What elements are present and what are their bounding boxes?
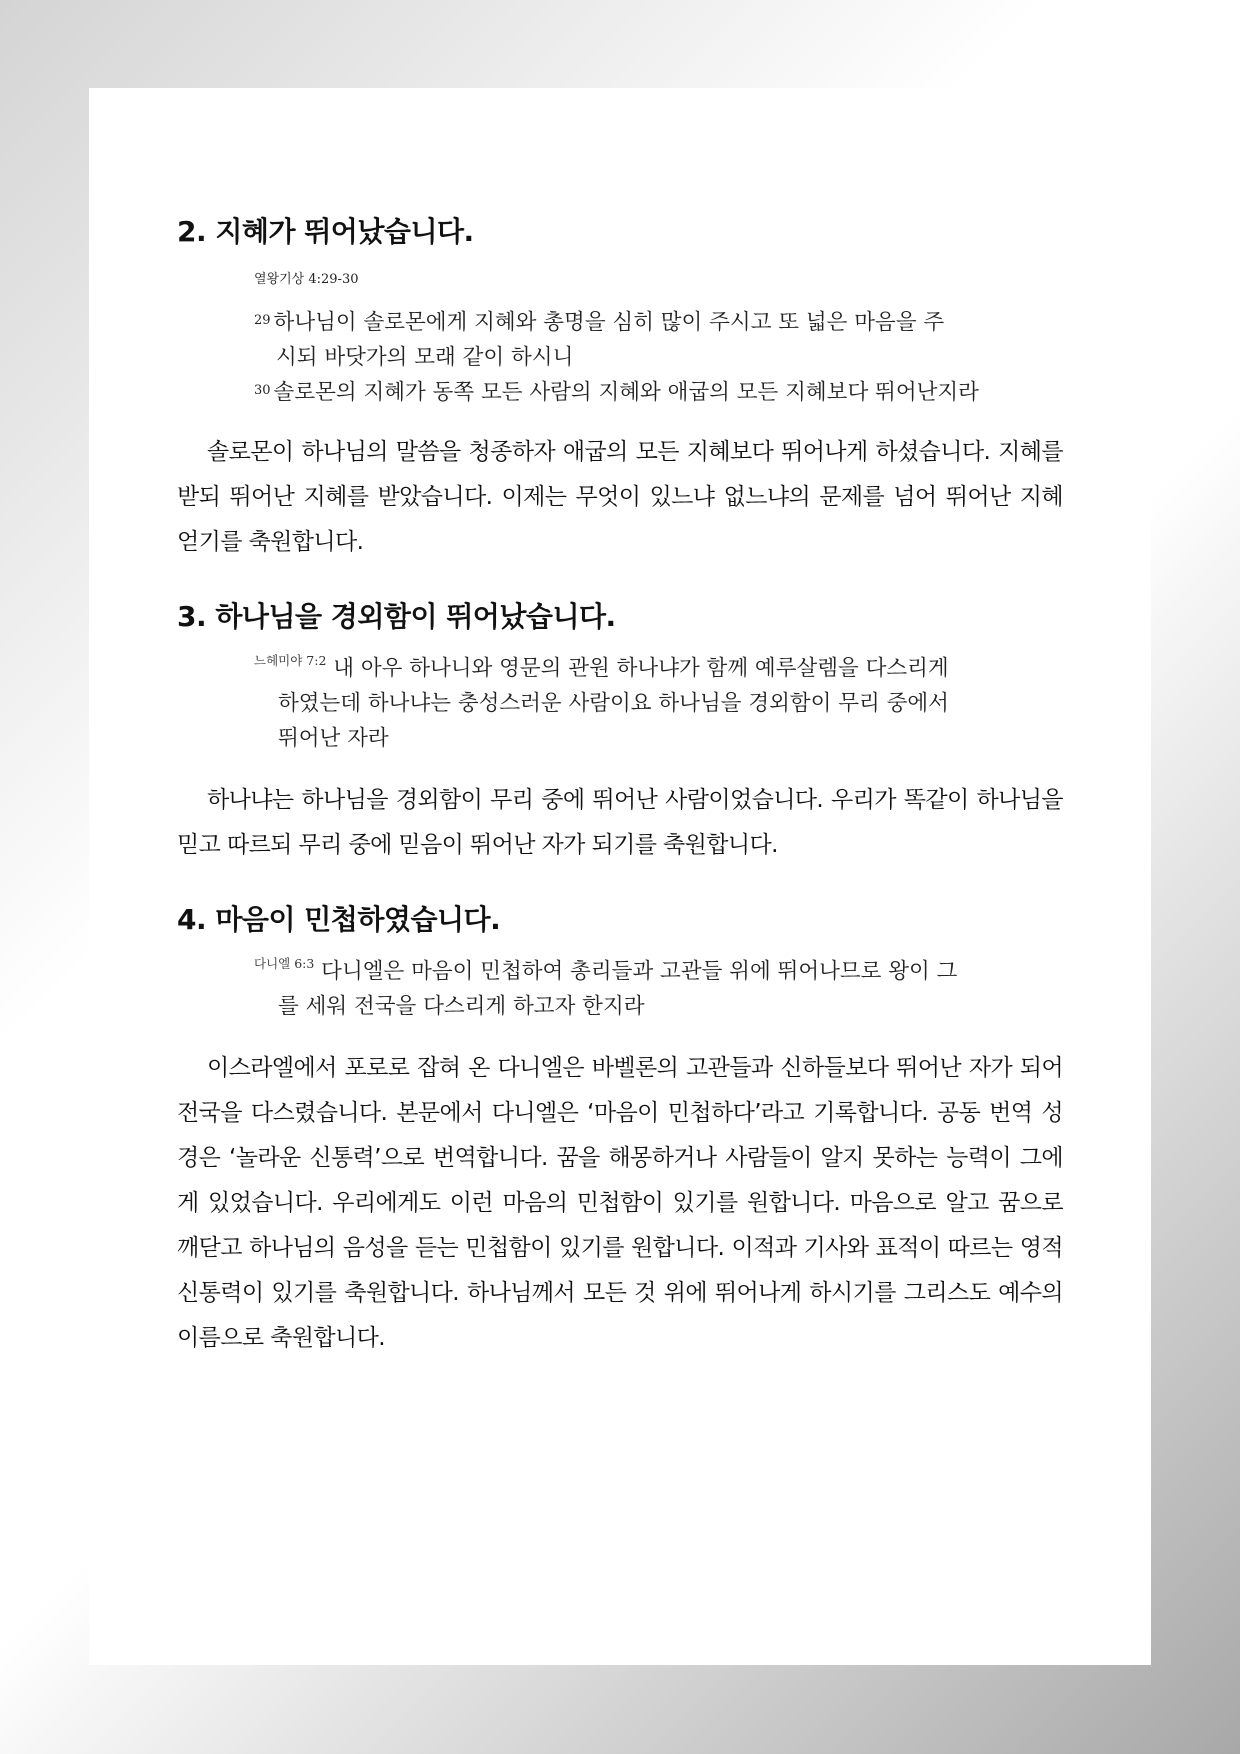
quote-text: 하였는데 하나냐는 충성스러운 사람이요 하나님을 경외함이 무리 중에서	[278, 691, 949, 716]
quote-text: 다니엘은 마음이 민첩하여 총리들과 고관들 위에 뛰어나므로 왕이 그	[321, 959, 958, 984]
verse	[254, 375, 994, 410]
body-paragraph: 이스라엘에서 포로로 잡혀 온 다니엘은 바벨론의 고관들과 신하들보다 뛰어난 자가 되어 전국을 다스렸습니다. 본문에서 다니엘은 ‘마음이 민첩하다’라고 기록합니다. 공동 번역 성경은 ‘놀라운 신통력’으로 번역합니다. 꿈을 해몽하거나 사람들이 알지 못하는 능력이 그에게 있었습니다. 우리에게도 이런 마음의 민첩함이 있기를 원합니다. 마음으로 알고 꿈으로 깨닫고 하나님의 음성을 듣는 민첩함이 있기를 원합니다. 이적과 기사와 표적이 따르는 영적 신통력이 있기를 축원합니다. 하나님께서 모든 것 위에 뛰어나게 하시기를 그리스도 예수의 이름으로 축원합니다.	[177, 1055, 1063, 1351]
section-heading: 3. 하나님을 경외함이 뛰어났습니다.	[177, 600, 616, 633]
scripture-reference: 느헤미야 7:2	[254, 653, 327, 668]
quote-text: 를 세워 전국을 다스리게 하고자 한지라	[278, 994, 645, 1019]
quote-text: 내 아우 하나니와 영문의 관원 하나냐가 함께 예루살렘을 다스리게	[333, 656, 949, 681]
verse	[254, 305, 994, 375]
scripture-quote	[254, 270, 994, 410]
body-paragraph: 하나냐는 하나님을 경외함이 무리 중에 뛰어난 사람이었습니다. 우리가 똑같이 하나님을 믿고 따르되 무리 중에 믿음이 뛰어난 자가 되기를 축원합니다.	[177, 787, 1063, 858]
verse-text-continued: 시되 바닷가의 모래 같이 하시니	[276, 345, 574, 370]
scripture-reference: 열왕기상 4:29-30	[254, 272, 359, 287]
quote-text: 뛰어난 자라	[278, 726, 389, 751]
verse-number: 30	[254, 383, 271, 398]
scripture-quote	[254, 651, 994, 756]
verse-number: 29	[254, 313, 271, 328]
scripture-reference: 다니엘 6:3	[254, 956, 315, 971]
verse-text: 하나님이 솔로몬에게 지혜와 총명을 심히 많이 주시고 또 넓은 마음을 주	[273, 310, 945, 335]
document-content	[177, 212, 1063, 1361]
section-quick-mind	[177, 900, 1063, 1361]
body-paragraph: 솔로몬이 하나님의 말씀을 청종하자 애굽의 모든 지혜보다 뛰어나게 하셨습니다. 지혜를 받되 뛰어난 지혜를 받았습니다. 이제는 무엇이 있느냐 없느냐의 문제를 넘어 뛰어난 지혜 얻기를 축원합니다.	[177, 439, 1063, 555]
section-heading: 4. 마음이 민첩하였습니다.	[177, 903, 501, 936]
scripture-quote	[254, 954, 994, 1024]
section-reverence	[177, 597, 1063, 868]
section-wisdom	[177, 212, 1063, 565]
document-page	[89, 88, 1151, 1665]
section-heading: 2. 지혜가 뛰어났습니다.	[177, 215, 474, 248]
verse-text: 솔로몬의 지혜가 동쪽 모든 사람의 지혜와 애굽의 모든 지혜보다 뛰어난지라	[273, 380, 979, 405]
